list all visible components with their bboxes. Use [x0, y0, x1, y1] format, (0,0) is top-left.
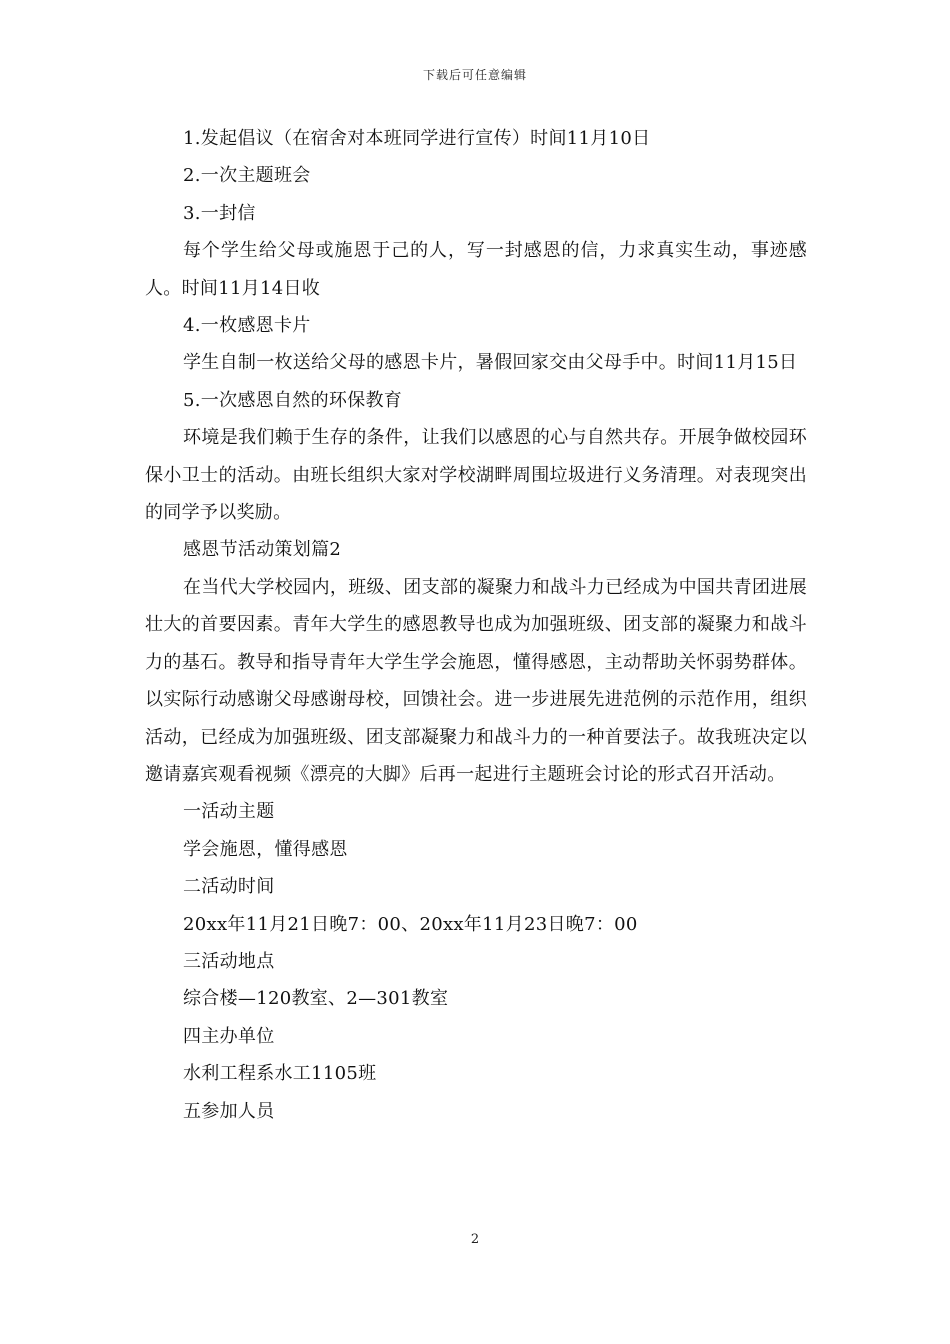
organizer-value: 水利工程系水工1105班 — [183, 1063, 377, 1085]
page-header: 下载后可任意编辑 — [422, 68, 527, 82]
organizer-heading: 四主办单位 — [183, 1025, 275, 1047]
paragraph-item-3: 3.一封信 — [183, 202, 256, 224]
section-title: 感恩节活动策划篇2 — [183, 539, 342, 561]
paragraph-item-5: 5.一次感恩自然的环保教育 — [183, 389, 403, 411]
activity-theme-heading: 一活动主题 — [183, 801, 275, 823]
paragraph-item-4: 4.一枚感恩卡片 — [183, 315, 311, 337]
section-intro: 在当代大学校园内，班级、团支部的凝聚力和战斗力已经成为中国共青团进展壮大的首要因素。青年大学生的感恩教导也成为加强班级、团支部的凝聚力和战斗力的基石。教导和指导青年大学生学会施恩，懂得感恩，主动帮助关怀弱势群体。以实际行动感谢父母感谢母校，回馈社会。进一步进展先进范例的示范作用，组织活动，已经成为加强班级、团支部凝聚力和战斗力的一种首要法子。故我班决定以邀请嘉宾观看视频《漂亮的大脚》后再一起进行主题班会讨论的形式召开活动。 — [145, 576, 807, 785]
activity-time-value: 20xx年11月21日晚7：00、20xx年11月23日晚7：00 — [183, 913, 638, 935]
page-number: 2 — [470, 1232, 480, 1247]
paragraph-item-4-body: 学生自制一枚送给父母的感恩卡片，暑假回家交由父母手中。时间11月15日 — [183, 352, 798, 374]
paragraph-item-1: 1.发起倡议（在宿舍对本班同学进行宣传）时间11月10日 — [183, 128, 651, 149]
activity-place-value: 综合楼—120教室、2—301教室 — [183, 988, 449, 1010]
document-body — [145, 120, 807, 1130]
paragraph-item-5-body: 环境是我们赖于生存的条件，让我们以感恩的心与自然共存。开展争做校园环保小卫士的活动。由班长组织大家对学校湖畔周围垃圾进行义务清理。对表现突出的同学予以奖励。 — [145, 427, 807, 524]
paragraph-item-3-body: 每个学生给父母或施恩于己的人，写一封感恩的信，力求真实生动，事迹感人。时间11月14日收 — [145, 240, 807, 299]
activity-theme-value: 学会施恩，懂得感恩 — [183, 838, 348, 860]
participants-heading: 五参加人员 — [183, 1100, 275, 1122]
activity-time-heading: 二活动时间 — [183, 876, 275, 898]
activity-place-heading: 三活动地点 — [183, 950, 275, 972]
paragraph-item-2: 2.一次主题班会 — [183, 165, 311, 187]
